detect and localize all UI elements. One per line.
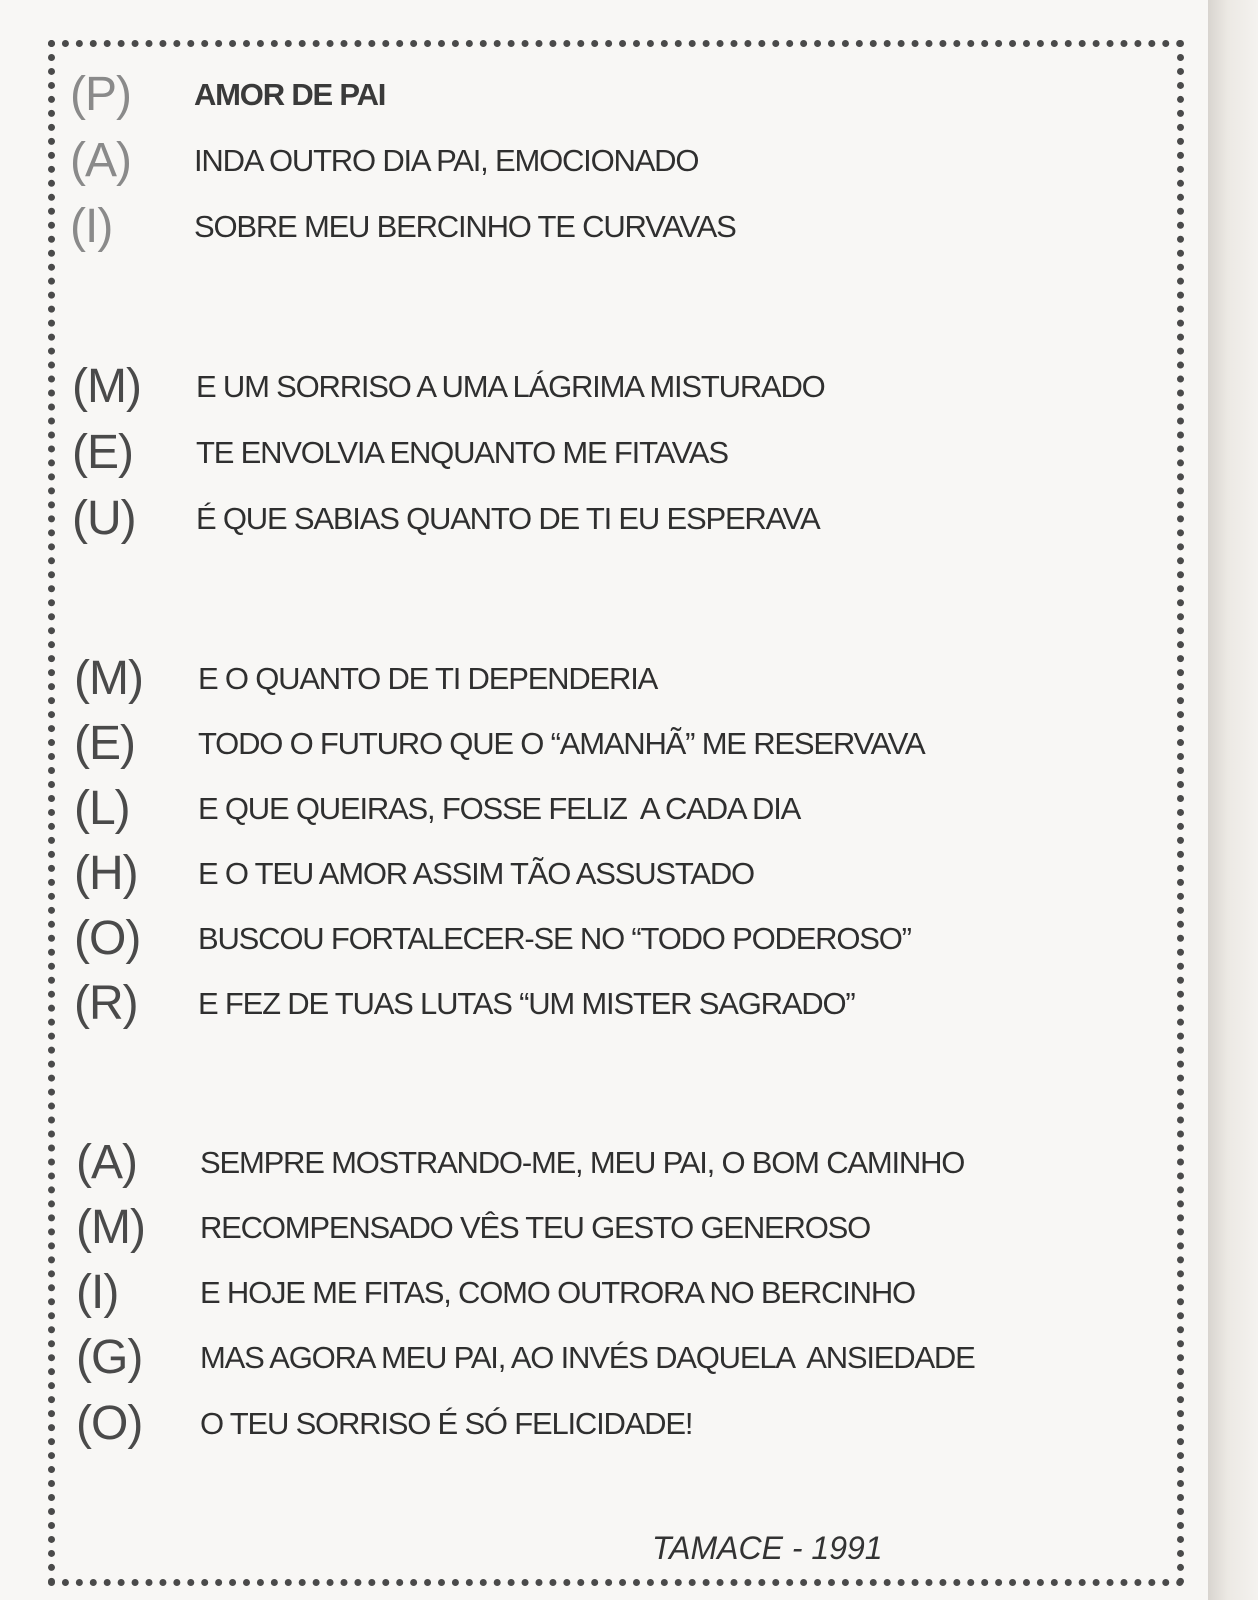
poem-line-text: O TEU SORRISO É SÓ FELICIDADE! [200,1406,693,1441]
poem-title: AMOR DE PAI [194,77,386,112]
poem-line-text: BUSCOU FORTALECER-SE NO “TODO PODEROSO” [198,921,911,956]
acrostic-letter: (E) [74,717,135,770]
poem-line-text: E QUE QUEIRAS, FOSSE FELIZ A CADA DIA [198,791,801,826]
poem-line-text: INDA OUTRO DIA PAI, EMOCIONADO [194,143,699,178]
acrostic-letter: (I) [70,200,113,253]
acrostic-letter: (O) [76,1397,143,1450]
acrostic-letter: (H) [74,847,138,900]
acrostic-letter: (R) [74,977,138,1030]
acrostic-letter: (O) [74,912,141,965]
acrostic-letter: (G) [76,1331,143,1384]
acrostic-letter: (A) [76,1136,137,1189]
acrostic-letter: (A) [70,134,131,187]
poem-line-text: MAS AGORA MEU PAI, AO INVÉS DAQUELA ANSIEDADE [200,1340,975,1375]
acrostic-letter: (P) [70,68,131,121]
signature: TAMACE - 1991 [652,1530,883,1566]
poem-line-text: E UM SORRISO A UMA LÁGRIMA MISTURADO [196,369,825,404]
acrostic-letter: (U) [72,492,136,545]
acrostic-letter: (M) [76,1201,145,1254]
acrostic-letter: (E) [72,426,133,479]
poem-line-text: SOBRE MEU BERCINHO TE CURVAVAS [194,209,736,244]
next-page-edge [1208,0,1258,1600]
poem-line-text: RECOMPENSADO VÊS TEU GESTO GENEROSO [200,1210,871,1245]
poem-line-text: E O QUANTO DE TI DEPENDERIA [198,661,658,696]
acrostic-letter: (M) [74,652,143,705]
poem-line-text: E O TEU AMOR ASSIM TÃO ASSUSTADO [198,856,754,891]
poem-line-text: E HOJE ME FITAS, COMO OUTRORA NO BERCINHO [200,1275,915,1310]
poem-line-text: TE ENVOLVIA ENQUANTO ME FITAVAS [196,435,728,470]
poem-line-text: E FEZ DE TUAS LUTAS “UM MISTER SAGRADO” [198,986,855,1021]
poem-line-text: TODO O FUTURO QUE O “AMANHÃ” ME RESERVAVA [198,726,925,761]
acrostic-letter: (M) [72,360,141,413]
poem-line-text: SEMPRE MOSTRANDO-ME, MEU PAI, O BOM CAMINHO [200,1145,965,1180]
acrostic-letter: (L) [74,782,130,835]
poem-line-text: É QUE SABIAS QUANTO DE TI EU ESPERAVA [196,501,820,536]
acrostic-letter: (I) [76,1266,119,1319]
